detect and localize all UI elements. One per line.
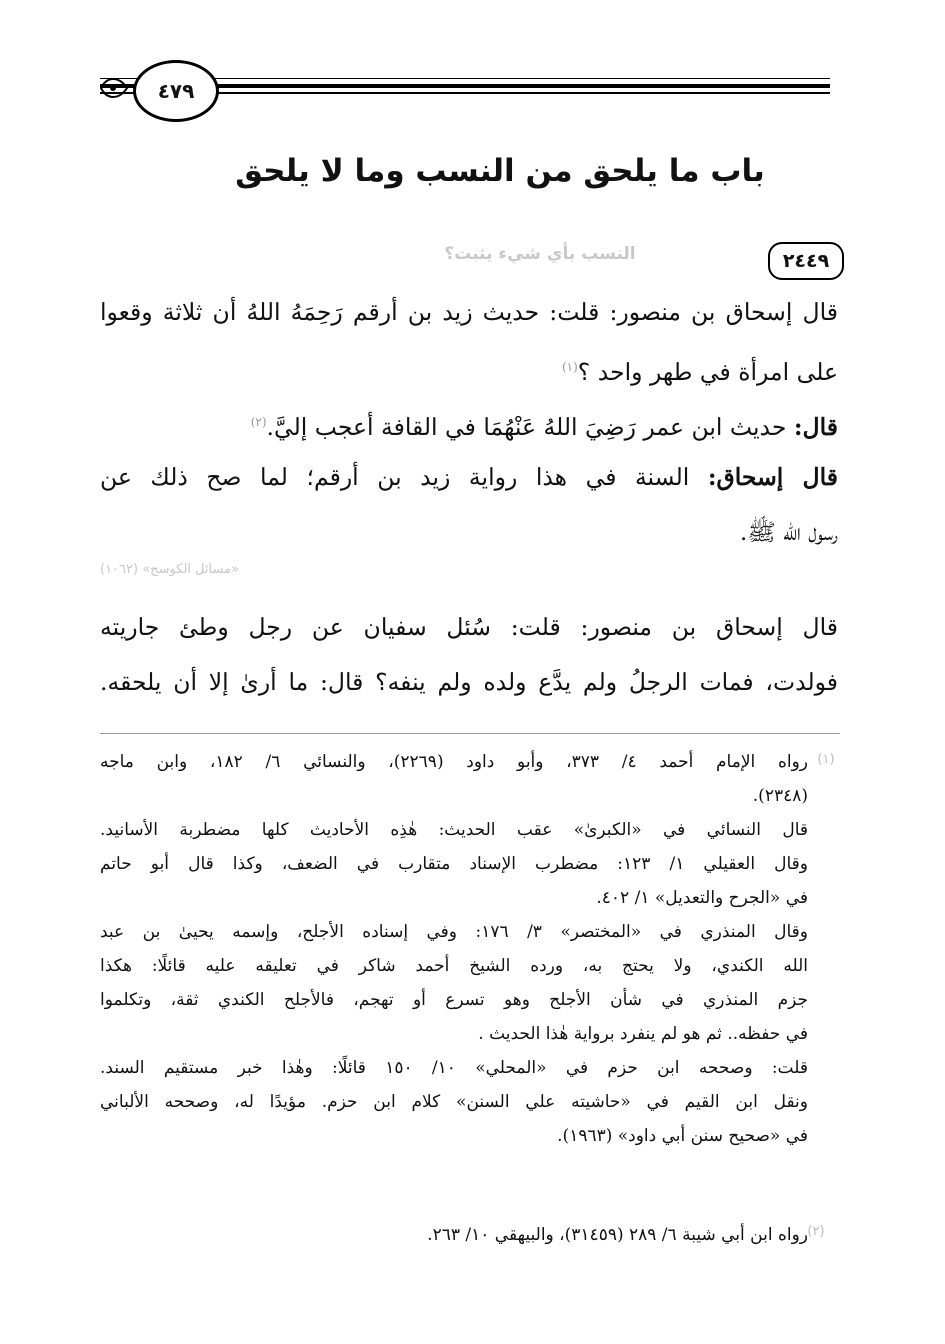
- footnote-1-line: رواه الإمام أحمد ٤/ ٣٧٣، وأبو داود (٢٢٦٩)، والنسائي ٦/ ١٨٢، وابن ماجه: [100, 752, 809, 772]
- qala-line: [100, 395, 838, 450]
- footnote-1-line: ونقل ابن القيم في «حاشيته علي السنن» كلام ابن حزم. مؤيدًا له، وصححه الألباني: [100, 1092, 808, 1112]
- footnote-1-line: جزم المنذري في شأن الأجلح وهو تسرع أو تهجم، فالأجلح الكندي ثقة، وتكلموا: [100, 990, 808, 1010]
- faint-subheading: النسب بأي شيء يثبت؟: [444, 244, 636, 264]
- footnote-1-line: قال النسائي في «الكبرىٰ» عقب الحديث: هٰذِه الأحاديث كلها مضطربة الأسانيد.: [100, 820, 808, 840]
- footnote-1-line: الله الكندي، ولا يحتج به، ورده الشيخ أحمد شاكر في تعليقه عليه قائلًا: هكذا: [100, 956, 808, 976]
- footnote-1-line: في حفظه.. ثم هو لم ينفرد برواية هٰذا الحديث .: [478, 1024, 808, 1044]
- footnote-1-line: وقال المنذري في «المختصر» ٣/ ١٧٦: وفي إسناده الأجلح، وإسمه يحيىٰ بن عبد: [100, 922, 808, 942]
- ishaq-paragraph: [100, 450, 838, 560]
- footnote-1-line: في «صحيح سنن أبي داود» (١٩٦٣).: [557, 1126, 808, 1146]
- footnote-2-line: رواه ابن أبي شيبة ٦/ ٢٨٩ (٣١٤٥٩)، والبيهقي ١٠/ ٢٦٣.: [427, 1225, 808, 1245]
- source-citation-faint: «مسائل الكوسج» (١٠٦٢): [100, 562, 239, 577]
- paragraph-1-line-1: قال إسحاق بن منصور: قلت: حديث زيد بن أرقم رَحِمَهُ اللهُ أن ثلاثة وقعوا: [100, 298, 838, 326]
- footnote-1: [100, 745, 808, 1153]
- footnote-1-line: (٢٣٤٨).: [752, 786, 808, 806]
- paragraph-2-line-2: فولدت، فمات الرجلُ ولم يدَّع ولده ولم ينفه؟ قال: ما أرىٰ إلا أن يلحقه.: [100, 668, 838, 696]
- footnote-ref-1: (١): [561, 360, 578, 374]
- entry-number: ٢٤٤٩: [782, 250, 830, 272]
- qala-paragraph: [100, 395, 838, 450]
- footnote-1-line: في «الجرح والتعديل» ١/ ٤٠٢.: [596, 888, 808, 908]
- page-number: ٤٧٩: [157, 79, 195, 103]
- ishaq-label: قال إسحاق:: [707, 463, 838, 491]
- page-number-badge: [133, 60, 219, 122]
- footnote-mark-1: (١): [817, 752, 835, 767]
- paragraph-1-line-2-text: على امرأة في طهر واحد ؟: [577, 357, 838, 386]
- rule-end-ornament-icon: [97, 70, 129, 106]
- footnote-mark-2: (٢): [807, 1224, 825, 1239]
- paragraph-2-line-1: قال إسحاق بن منصور: قلت: سُئل سفيان عن رجل وطئ جاريته: [100, 613, 838, 641]
- paragraph-1: [100, 285, 838, 395]
- footnote-1-line: قلت: وصححه ابن حزم في «المحلي» ١٠/ ١٥٠ قائلًا: وهٰذا خبر مستقيم السند.: [100, 1058, 808, 1078]
- entry-number-badge: [768, 242, 844, 280]
- chapter-title: باب ما يلحق من النسب وما لا يلحق: [235, 153, 765, 189]
- ishaq-line-1-text: السنة في هذا رواية زيد بن أرقم؛ لما صح ذلك عن: [100, 463, 690, 491]
- footnote-2: [100, 1218, 808, 1252]
- footnote-1-line: وقال العقيلي ١/ ١٢٣: مضطرب الإسناد متقارب في الضعف، وكذا قال أبو حاتم: [100, 854, 808, 874]
- footnote-ref-2: (٢): [250, 415, 267, 429]
- ishaq-line-2: رسول الله ﷺ.: [739, 518, 838, 546]
- paragraph-2: [100, 600, 838, 710]
- paragraph-1-line-2: [100, 340, 838, 395]
- footnote-divider: [100, 733, 840, 734]
- ishaq-line-1: [100, 450, 838, 505]
- qala-text: حديث ابن عمر رَضِيَ اللهُ عَنْهُمَا في القافة أعجب إليَّ.: [266, 412, 787, 441]
- qala-label: قال:: [793, 412, 838, 441]
